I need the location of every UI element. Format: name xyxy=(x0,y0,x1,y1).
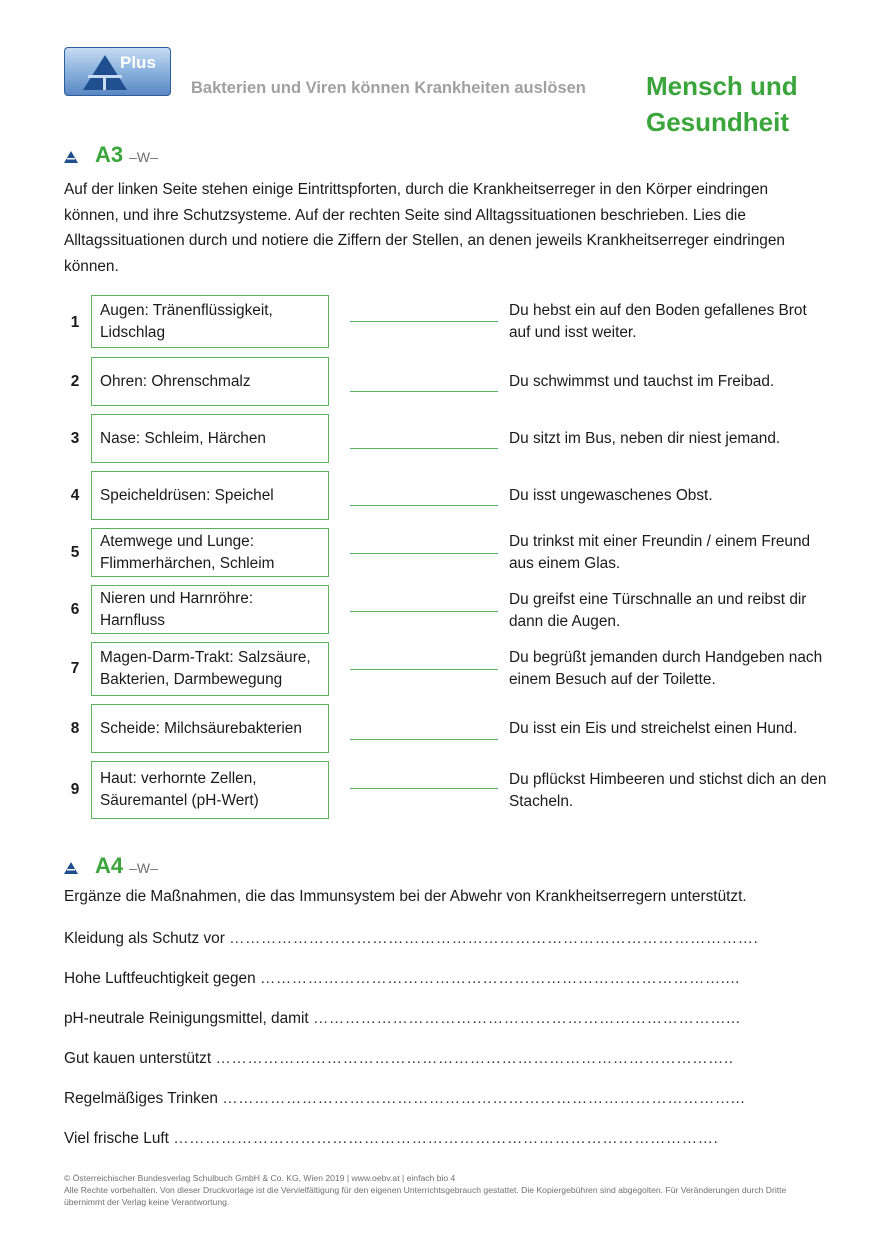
task-a3-instructions: Auf der linken Seite stehen einige Eintrittspforten, durch die Krankheitserreger in den Körper eindringen können, und ihre Schutzsysteme. Auf der rechten Seite sind Alltagssituationen beschrieben. Lies die Alltagssituationen durch und notiere die Ziffern der Stellen, an denen jeweils Krankheitserreger eindringen können. xyxy=(64,181,785,275)
task-a3-heading xyxy=(64,142,158,168)
footer-line1: © Österreichischer Bundesverlag Schulbuch GmbH & Co. KG, Wien 2019 | www.oebv.at | einfach bio 4 xyxy=(64,1173,456,1183)
fill-in-dots[interactable]: …………………………………………………………………………………….. xyxy=(215,1050,734,1067)
fill-in-line[interactable] xyxy=(64,930,816,948)
chapter-title-line2: Gesundheit xyxy=(646,107,790,137)
task-a4-heading xyxy=(64,853,158,879)
entry-point-box: Augen: Tränenflüssigkeit, Lidschlag xyxy=(91,295,329,348)
answer-line[interactable] xyxy=(350,448,498,449)
entry-point-box: Scheide: Milchsäurebakterien xyxy=(91,704,329,753)
row-number: 6 xyxy=(70,601,80,618)
fill-in-dots[interactable]: ……………………………………………………………………... xyxy=(312,1010,741,1027)
fill-in-dots[interactable]: ………………………………………………………………………………………. xyxy=(229,930,759,947)
fill-in-line[interactable] xyxy=(64,1010,816,1028)
task-tag: –W– xyxy=(129,860,158,876)
entry-point-box: Nieren und Harnröhre: Harnfluss xyxy=(91,585,329,634)
logo-plus-label: Plus xyxy=(120,53,156,72)
row-number: 2 xyxy=(70,373,80,390)
situation-text: Du trinkst mit einer Freundin / einem Freund aus einem Glas. xyxy=(509,533,811,572)
answer-line[interactable] xyxy=(350,611,498,612)
fill-in-dots[interactable]: …………………………………………………………………………………………. xyxy=(173,1130,719,1147)
situation-text: Du begrüßt jemanden durch Handgeben nach einem Besuch auf der Toilette. xyxy=(509,649,823,688)
answer-line[interactable] xyxy=(350,321,498,322)
fill-in-prompt: pH-neutrale Reinigungsmittel, damit xyxy=(64,1010,309,1027)
entry-point-box: Speicheldrüsen: Speichel xyxy=(91,471,329,520)
row-number: 1 xyxy=(70,314,80,331)
fill-in-line[interactable] xyxy=(64,1130,816,1148)
situation-text: Du pflückst Himbeeren und stichst dich an den Stacheln. xyxy=(509,771,827,810)
fill-in-prompt: Hohe Luftfeuchtigkeit gegen xyxy=(64,970,256,987)
task-number: A3 xyxy=(95,142,124,167)
situation-text: Du sitzt im Bus, neben dir niest jemand. xyxy=(509,430,781,447)
row-number: 7 xyxy=(70,660,80,677)
row-number: 4 xyxy=(70,487,80,504)
entry-point-box: Nase: Schleim, Härchen xyxy=(91,414,329,463)
fill-in-prompt: Regelmäßiges Trinken xyxy=(64,1090,218,1107)
entry-point-box: Ohren: Ohrenschmalz xyxy=(91,357,329,406)
task-a4-instructions: Ergänze die Maßnahmen, die das Immunsystem bei der Abwehr von Krankheitserregern unterstützt. xyxy=(64,888,747,905)
fill-in-dots[interactable]: ……………………………………………………………………………………... xyxy=(222,1090,746,1107)
entry-point-box: Haut: verhornte Zellen, Säuremantel (pH-Wert) xyxy=(91,761,329,819)
fill-in-line[interactable] xyxy=(64,970,816,988)
entry-point-box: Atemwege und Lunge: Flimmerhärchen, Schleim xyxy=(91,528,329,577)
row-number: 9 xyxy=(70,781,80,798)
row-number: 3 xyxy=(70,430,80,447)
chapter-title-line1: Mensch und xyxy=(646,71,798,101)
triangle-logo-icon xyxy=(65,48,172,97)
situation-text: Du schwimmst und tauchst im Freibad. xyxy=(509,373,775,390)
copyright-footer xyxy=(64,1172,824,1208)
fill-in-line[interactable] xyxy=(64,1090,816,1108)
task-triangle-icon xyxy=(64,151,78,163)
answer-line[interactable] xyxy=(350,553,498,554)
chapter-title xyxy=(646,68,856,140)
answer-line[interactable] xyxy=(350,739,498,740)
situation-text: Du greifst eine Türschnalle an und reibst dir dann die Augen. xyxy=(509,591,807,630)
fill-in-dots[interactable]: …………………………………………………………………………….... xyxy=(259,970,740,987)
task-number: A4 xyxy=(95,853,124,878)
task-tag: –W– xyxy=(129,149,158,165)
answer-line[interactable] xyxy=(350,391,498,392)
fill-in-prompt: Kleidung als Schutz vor xyxy=(64,930,225,947)
answer-line[interactable] xyxy=(350,505,498,506)
publisher-logo xyxy=(64,47,171,96)
task-triangle-icon xyxy=(64,862,78,874)
row-number: 5 xyxy=(70,544,80,561)
fill-in-prompt: Gut kauen unterstützt xyxy=(64,1050,212,1067)
entry-point-box: Magen-Darm-Trakt: Salzsäure, Bakterien, Darmbewegung xyxy=(91,642,329,696)
situation-text: Du isst ein Eis und streichelst einen Hund. xyxy=(509,720,798,737)
row-number: 8 xyxy=(70,720,80,737)
situation-text: Du hebst ein auf den Boden gefallenes Brot auf und isst weiter. xyxy=(509,302,807,341)
situation-text: Du isst ungewaschenes Obst. xyxy=(509,487,713,504)
fill-in-prompt: Viel frische Luft xyxy=(64,1130,169,1147)
fill-in-line[interactable] xyxy=(64,1050,816,1068)
running-title: Bakterien und Viren können Krankheiten auslösen xyxy=(191,79,586,97)
answer-line[interactable] xyxy=(350,788,498,789)
footer-line2: Alle Rechte vorbehalten. Von dieser Druckvorlage ist die Vervielfältigung für den eigenen Unterrichtsgebrauch gestattet. Die Kopiergebühren sind abgegolten. Für Veränderungen durch Dritte übernimmt der Verlag keine Verantwortung. xyxy=(64,1185,787,1207)
answer-line[interactable] xyxy=(350,669,498,670)
